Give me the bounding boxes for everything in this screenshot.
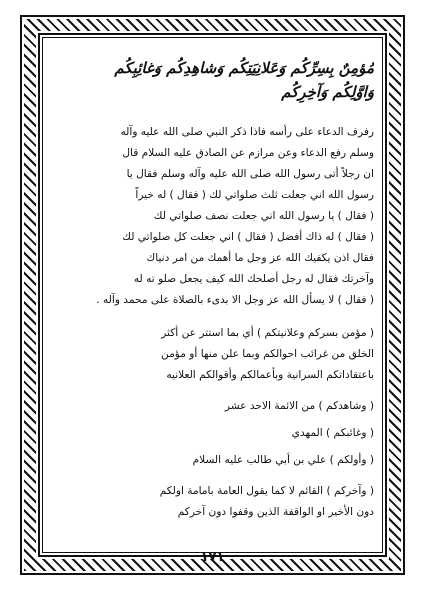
text-line: ( مؤمن بسركم وعلانيتكم ) أي بما استتر عن أكثر <box>161 327 374 339</box>
paragraph-narration <box>52 122 374 311</box>
note-line: ( وأولكم ) علي بن أبي طالب عليه السلام <box>192 454 374 466</box>
text-line: ( فقال ) له ذاك أفضل ( فقال ) اني جعلت كل صلواتي لك <box>122 231 374 243</box>
text-line: الخلق من غرائب احوالكم وبما علن منها أو مؤمن <box>161 348 374 360</box>
text-line: وآخرتك فقال له رجل أصلحك الله كيف يجعل صلو ته له <box>133 273 374 285</box>
note-line: ( وغائبكم ) المهدي <box>291 427 374 439</box>
paragraph-final <box>52 481 374 523</box>
paragraph-commentary <box>52 323 374 386</box>
commentary-notes <box>52 396 374 471</box>
heading-line-2: وَاوَّلِكُم وَآخِرِكُم <box>281 83 374 101</box>
text-line: ان رجلاً أتى رسول الله صلى الله عليه وآله وسلم فقال يا <box>126 168 374 180</box>
page-content <box>52 56 374 533</box>
text-line: ( وآخركم ) القائم لا كما يقول العامة بامامة اولكم <box>159 485 374 497</box>
text-line: باعتقاداتكم السرانية وبأعمالكم وأقوالكم العلانيه <box>166 369 374 381</box>
heading-line-1: مُؤمِنٌ بِسِرِّكُم وَعَلانِيَتِكُم وَشاهِدِكُم وَغائِبِكُم <box>114 59 374 77</box>
text-line: رسول الله اني جعلت ثلث صلواتي لك ( فقال ) له خيراً <box>135 189 374 201</box>
page-number: ١٧١ <box>200 550 225 565</box>
text-line: ( فقال ) لا يسأل الله عز وجل الا بدىء بالصلاة على محمد وآله . <box>96 294 374 306</box>
text-line: وسلم رفع الدعاء وعن مرازم عن الصادق عليه السلام قال <box>122 147 374 159</box>
text-line: رفرف الدعاء على رأسه فاذا ذكر النبي صلى الله عليه وآله <box>120 126 374 138</box>
text-line: ( فقال ) يا رسول الله اني جعلت نصف صلواتي لك <box>153 210 374 222</box>
text-line: فقال اذن يكفيك الله عز وجل ما أهمك من امر دنياك <box>146 252 374 264</box>
text-line: دون الأخير او الواقفة الذين وقفوا دون آخركم <box>177 506 374 518</box>
heading-quote <box>52 56 374 104</box>
note-line: ( وشاهدكم ) من الائمة الاحد عشر <box>224 400 374 412</box>
